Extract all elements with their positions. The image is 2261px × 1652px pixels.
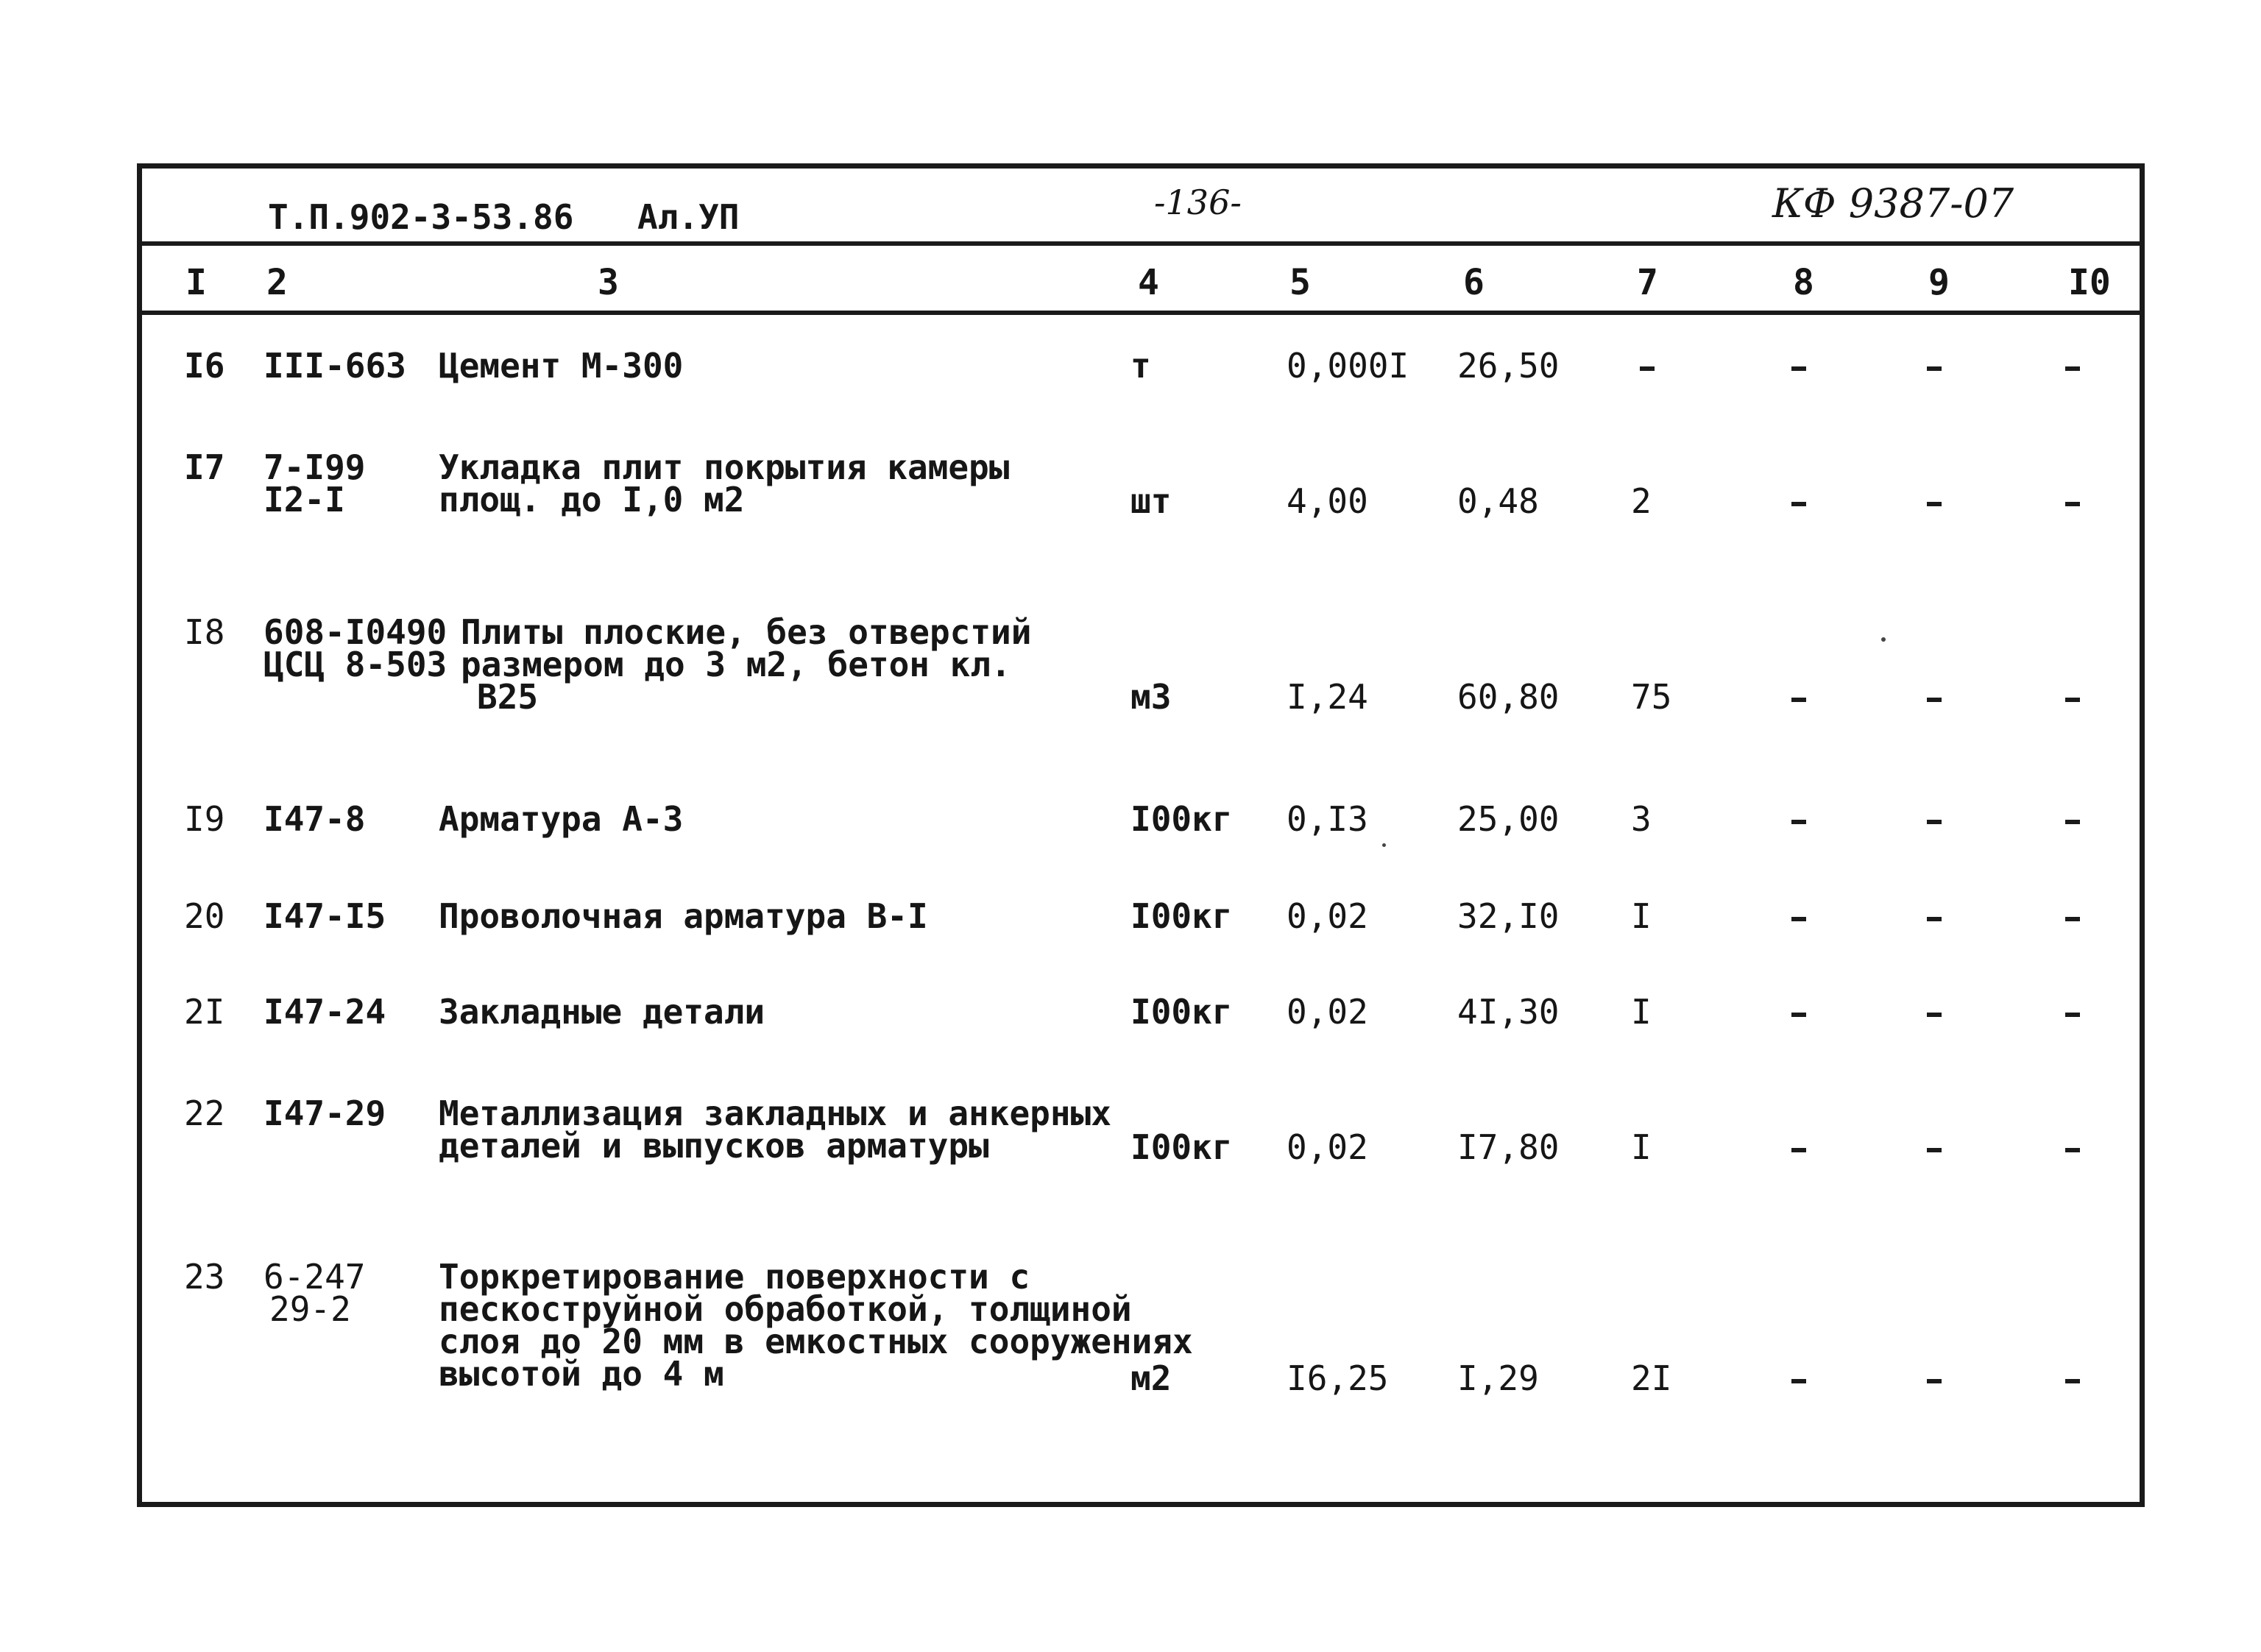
row-code: 29-2: [269, 1289, 351, 1329]
row-quantity: 0,02: [1287, 896, 1368, 936]
row-code: ЦСЦ 8-503: [263, 645, 447, 684]
dash-mark: [1791, 1013, 1806, 1017]
row-description: слоя до 20 мм в емкостных сооружениях: [439, 1322, 1193, 1361]
column-numbers-divider: [137, 311, 2145, 315]
col-9-header: 9: [1928, 262, 1950, 303]
page-number: -136-: [1154, 182, 1242, 222]
dash-mark: [1927, 917, 1942, 921]
row-code: I47-I5: [263, 896, 386, 936]
row-price: 0,48: [1457, 481, 1539, 521]
dash-mark: [1791, 820, 1806, 824]
row-number: 23: [184, 1257, 225, 1297]
row-unit: I00кг: [1130, 1127, 1233, 1167]
dash-mark: [1927, 820, 1942, 824]
row-number: 2I: [184, 992, 225, 1032]
dash-mark: [1927, 698, 1942, 702]
col-2-header: 2: [266, 262, 288, 303]
dash-mark: [1791, 1379, 1806, 1383]
row-description: высотой до 4 м: [439, 1354, 724, 1394]
dash-mark: [2065, 1379, 2080, 1383]
dash-mark: [1791, 917, 1806, 921]
row-description: Укладка плит покрытия камеры: [439, 447, 1010, 487]
col-1-header: I: [185, 262, 207, 303]
row-col7-value: 3: [1631, 799, 1652, 839]
row-col7-value: I: [1631, 992, 1652, 1032]
row-description: размером до 3 м2, бетон кл.: [461, 645, 1011, 684]
dash-mark: [2065, 1148, 2080, 1152]
row-col7-value: 2I: [1631, 1358, 1672, 1398]
dash-mark: [1791, 502, 1806, 506]
header-divider: [137, 241, 2145, 246]
row-code: I47-8: [263, 799, 366, 839]
dash-mark: [1791, 1148, 1806, 1152]
dash-mark: [1791, 366, 1806, 371]
dash-mark: [1927, 502, 1942, 506]
row-price: 25,00: [1457, 799, 1560, 839]
row-price: I7,80: [1457, 1127, 1560, 1167]
document-code: КФ 9387-07: [1772, 180, 2014, 227]
row-number: I7: [184, 447, 225, 487]
row-description: Закладные детали: [439, 992, 765, 1032]
row-price: 4I,30: [1457, 992, 1560, 1032]
row-description: деталей и выпусков арматуры: [439, 1126, 989, 1166]
dash-mark: [1927, 1148, 1942, 1152]
row-code: 7-I99: [263, 447, 366, 487]
row-quantity: I6,25: [1287, 1358, 1389, 1398]
row-code: I47-24: [263, 992, 386, 1032]
row-number: 20: [184, 896, 225, 936]
row-description: Цемент М-300: [439, 346, 684, 386]
row-col7-value: I: [1631, 896, 1652, 936]
row-code: 608-I0490: [263, 612, 447, 652]
dash-mark: [2065, 820, 2080, 824]
row-description: Проволочная арматура В-I: [439, 896, 928, 936]
row-price: 32,I0: [1457, 896, 1560, 936]
row-description: Металлизация закладных и анкерных: [439, 1093, 1111, 1133]
stray-mark: [1881, 637, 1886, 642]
row-number: I9: [184, 799, 225, 839]
col-3-header: 3: [598, 262, 619, 303]
row-code: 6-247: [263, 1257, 366, 1297]
dash-mark: [2065, 1013, 2080, 1017]
row-unit: I00кг: [1130, 896, 1233, 936]
row-description: Торкретирование поверхности с: [439, 1257, 1030, 1297]
row-code: I47-29: [263, 1093, 386, 1133]
dash-mark: [2065, 366, 2080, 371]
col-10-header: I0: [2068, 262, 2111, 303]
row-description: Арматура А-3: [439, 799, 684, 839]
dash-mark: [1927, 1379, 1942, 1383]
col-6-header: 6: [1463, 262, 1485, 303]
row-col7-value: 2: [1631, 481, 1652, 521]
row-quantity: I,24: [1287, 677, 1368, 717]
dash-mark: [2065, 502, 2080, 506]
row-number: I8: [184, 612, 225, 652]
row-col7-value: 75: [1631, 677, 1672, 717]
row-unit: м2: [1130, 1358, 1172, 1398]
row-code: III-663: [263, 346, 406, 386]
dash-mark: [2065, 917, 2080, 921]
row-unit: I00кг: [1130, 799, 1233, 839]
row-unit: м3: [1130, 677, 1172, 717]
row-price: 26,50: [1457, 346, 1560, 386]
dash-mark: [2065, 698, 2080, 702]
row-description: Плиты плоские, без отверстий: [461, 612, 1032, 652]
row-number: 22: [184, 1093, 225, 1133]
row-unit: т: [1130, 346, 1151, 386]
col-5-header: 5: [1289, 262, 1311, 303]
series-code: Т.П.902-3-53.86: [268, 197, 574, 237]
dash-mark: [1791, 698, 1806, 702]
stray-mark: [1382, 843, 1386, 847]
row-price: 60,80: [1457, 677, 1560, 717]
dash-mark: [1927, 1013, 1942, 1017]
row-unit: шт: [1130, 481, 1172, 521]
row-quantity: 0,02: [1287, 992, 1368, 1032]
row-number: I6: [184, 346, 225, 386]
dash-mark: [1640, 366, 1655, 371]
row-unit: I00кг: [1130, 992, 1233, 1032]
dash-mark: [1927, 366, 1942, 371]
album-label: Ал.УП: [637, 197, 740, 237]
row-quantity: 4,00: [1287, 481, 1368, 521]
row-description: В25: [477, 677, 539, 717]
col-4-header: 4: [1138, 262, 1159, 303]
row-quantity: 0,000I: [1287, 346, 1409, 386]
row-description: пескоструйной обработкой, толщиной: [439, 1289, 1132, 1329]
row-quantity: 0,02: [1287, 1127, 1368, 1167]
row-price: I,29: [1457, 1358, 1539, 1398]
col-7-header: 7: [1637, 262, 1658, 303]
row-quantity: 0,I3: [1287, 799, 1368, 839]
col-8-header: 8: [1793, 262, 1814, 303]
row-description: площ. до I,0 м2: [439, 480, 745, 520]
row-code: I2-I: [263, 480, 345, 520]
row-col7-value: I: [1631, 1127, 1652, 1167]
